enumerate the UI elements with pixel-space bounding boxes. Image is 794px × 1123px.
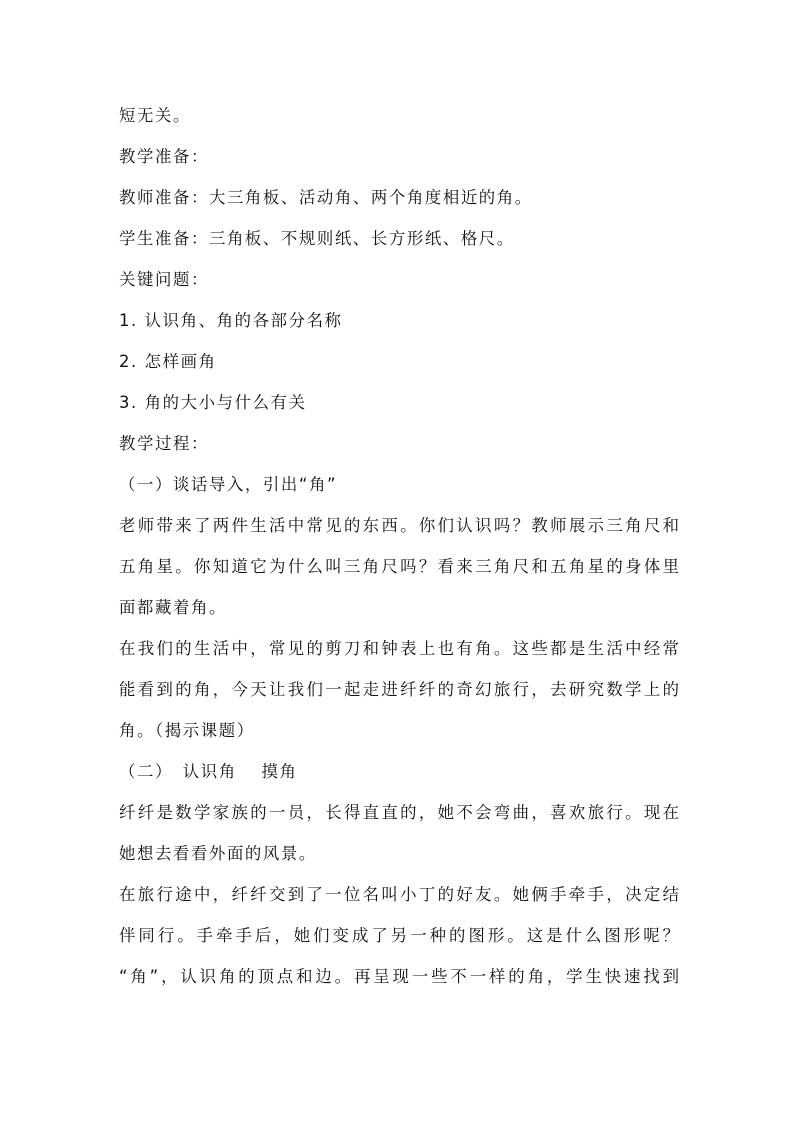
paragraph-line: 伴同行。手牵手后，她们变成了另一种的图形。这是什么图形呢？ xyxy=(119,926,679,945)
subsection-heading: （二） 认识角 摸角 xyxy=(119,762,298,781)
paragraph-line: 角。（揭示课题） xyxy=(119,721,255,740)
list-item: 3. 角的大小与什么有关 xyxy=(119,393,307,412)
list-item: 2. 怎样画角 xyxy=(119,352,217,371)
text-line: 教师准备：大三角板、活动角、两个角度相近的角。 xyxy=(119,188,533,207)
paragraph-line: 五角星。你知道它为什么叫三角尺吗？看来三角尺和五角星的身体里 xyxy=(119,557,679,576)
section-heading-key-questions: 关键问题： xyxy=(119,270,209,289)
text-line: 短无关。 xyxy=(119,106,191,125)
paragraph-line: “角”，认识角的顶点和边。再呈现一些不一样的角，学生快速找到 xyxy=(119,967,679,986)
subsection-heading: （一）谈话导入，引出“角” xyxy=(119,475,338,494)
paragraph-line: 能看到的角，今天让我们一起走进纤纤的奇幻旅行，去研究数学上的 xyxy=(119,680,679,699)
paragraph-line: 老师带来了两件生活中常见的东西。你们认识吗？教师展示三角尺和 xyxy=(119,516,679,535)
text-line: 学生准备：三角板、不规则纸、长方形纸、格尺。 xyxy=(119,229,515,248)
document-body xyxy=(119,104,679,1006)
paragraph-line: 她想去看看外面的风景。 xyxy=(119,844,317,863)
paragraph-line: 纤纤是数学家族的一员，长得直直的，她不会弯曲，喜欢旅行。现在 xyxy=(119,803,679,822)
section-heading-teaching-preparation: 教学准备： xyxy=(119,147,209,166)
paragraph-line: 在我们的生活中，常见的剪刀和钟表上也有角。这些都是生活中经常 xyxy=(119,639,679,658)
list-item: 1. 认识角、角的各部分名称 xyxy=(119,311,343,330)
paragraph-line: 在旅行途中，纤纤交到了一位名叫小丁的好友。她俩手牵手，决定结 xyxy=(119,885,679,904)
section-heading-teaching-process: 教学过程： xyxy=(119,434,209,453)
paragraph-line: 面都藏着角。 xyxy=(119,598,227,617)
